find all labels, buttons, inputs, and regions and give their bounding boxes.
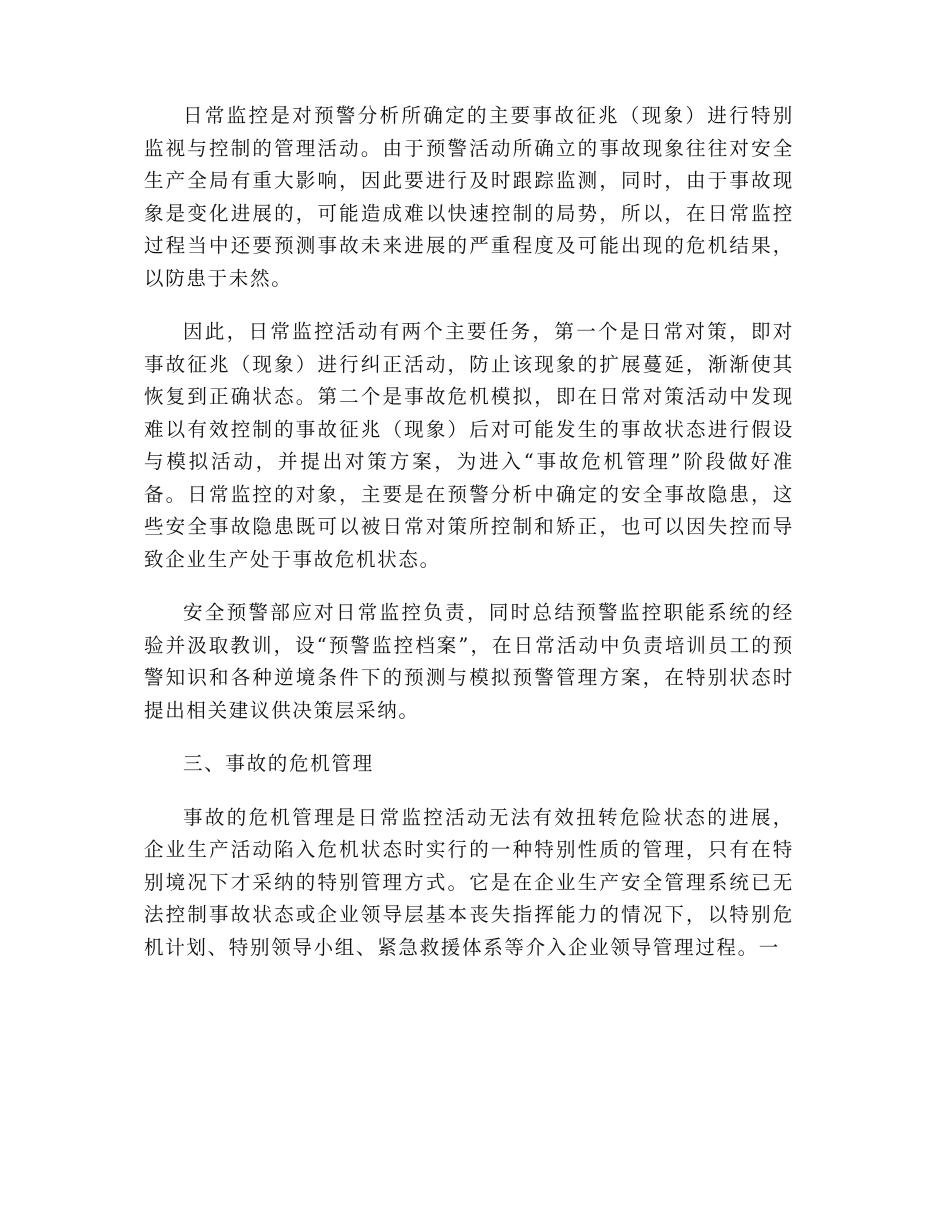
paragraph-daily-monitoring: 日常监控是对预警分析所确定的主要事故征兆（现象）进行特别监视与控制的管理活动。由于预警活动所确立的事故现象往往对安全生产全局有重大影响，因此要进行及时跟踪监测，同时，由于事故现象是变化进展的，可能造成难以快速控制的局势，所以，在日常监控过程当中还要预测事故未来进展的严重程度及可能出现的危机结果，以防患于未然。 xyxy=(144,104,794,290)
document-page xyxy=(144,100,794,964)
paragraph-monitoring-tasks: 因此，日常监控活动有两个主要任务，第一个是日常对策，即对事故征兆（现象）进行纠正活动，防止该现象的扩展蔓延，渐渐使其恢复到正确状态。第二个是事故危机模拟，即在日常对策活动中发现难以有效控制的事故征兆（现象）后对可能发生的事故状态进行假设与模拟活动，并提出对策方案，为进入“事故危机管理”阶段做好准备。日常监控的对象，主要是在预警分析中确定的安全事故隐患，这些安全事故隐患既可以被日常对策所控制和矫正，也可以因失控而导致企业生产处于事故危机状态。 xyxy=(144,320,794,571)
section-heading-crisis-management: 三、事故的危机管理 xyxy=(183,752,374,775)
paragraph-crisis-management: 事故的危机管理是日常监控活动无法有效扭转危险状态的进展，企业生产活动陷入危机状态时实行的一种特别性质的管理，只有在特别境况下才采纳的特别管理方式。它是在企业生产安全管理系统已无法控制事故状态或企业领导层基本丧失指挥能力的情况下，以特别危机计划、特别领导小组、紧急救援体系等介入企业领导管理过程。一 xyxy=(144,805,794,959)
paragraph-warning-department: 安全预警部应对日常监控负责，同时总结预警监控职能系统的经验并汲取教训，设“预警监控档案”，在日常活动中负责培训员工的预警知识和各种逆境条件下的预测与模拟预警管理方案，在特别状态时提出相关建议供决策层采纳。 xyxy=(144,601,794,722)
